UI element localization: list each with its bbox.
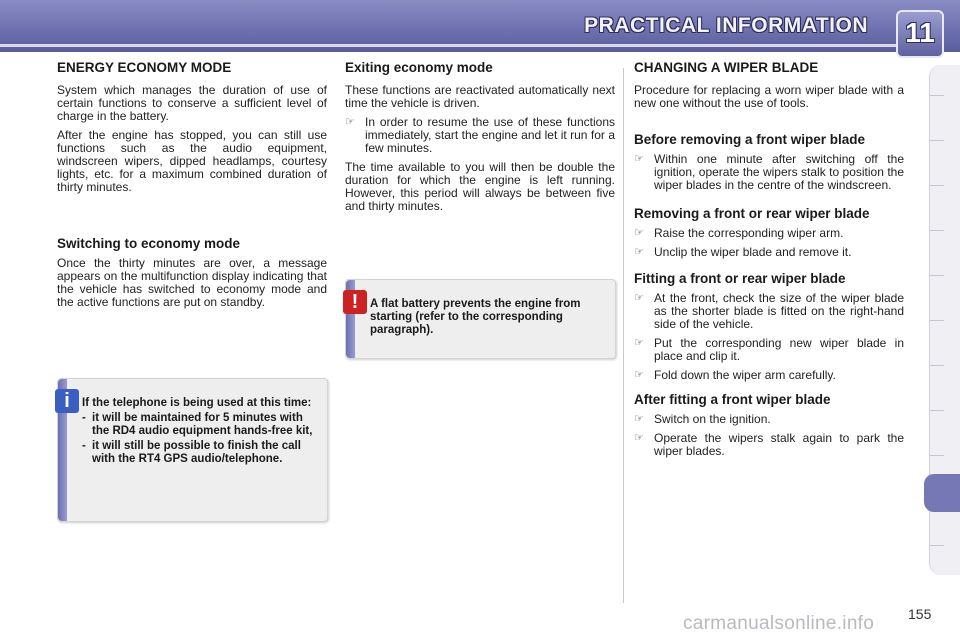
page-title: PRACTICAL INFORMATION (584, 14, 868, 37)
heading-switching-to-economy: Switching to economy mode (57, 236, 241, 251)
rail-tick (930, 185, 944, 186)
info-icon: i (55, 389, 79, 413)
rail-tick (930, 140, 944, 141)
paragraph: System which manages the duration of use of certain functions to conserve a sufficient level of charge in the battery. (57, 83, 327, 123)
warning-icon: ! (343, 290, 367, 314)
column-exiting-economy (345, 60, 615, 219)
column-wiper-blade (634, 60, 904, 464)
rail-tick (930, 320, 944, 321)
page-number: 155 (908, 606, 932, 622)
bullet-item: ☞ In order to resume the use of these functions immediately, start the engine and let it run for a few minutes. (345, 115, 615, 155)
chapter-tab (896, 10, 944, 58)
pointing-hand-icon: ☞ (634, 413, 644, 425)
bullet-item: ☞ At the front, check the size of the wiper blade as the shorter blade is fitted on the right-hand side of the vehicle. (634, 291, 904, 331)
bullet-item: ☞ Switch on the ignition. (634, 412, 771, 426)
column-divider (623, 68, 624, 603)
pointing-hand-icon: ☞ (634, 369, 644, 381)
pointing-hand-icon: ☞ (634, 153, 644, 165)
heading-after-fitting: After fitting a front wiper blade (634, 392, 831, 407)
pointing-hand-icon: ☞ (634, 292, 644, 304)
heading-fitting: Fitting a front or rear wiper blade (634, 271, 846, 286)
rail-tick (930, 410, 944, 411)
paragraph: After the engine has stopped, you can still use functions such as the audio equipment, windscreen wipers, dipped headlamps, courtesy lights, etc. for a maximum combined duration of thirty minutes. (57, 128, 327, 194)
warning-box (345, 279, 616, 359)
bullet-item: ☞ Put the corresponding new wiper blade in place and clip it. (634, 336, 904, 363)
pointing-hand-icon: ☞ (634, 246, 644, 258)
rail-tick (930, 365, 944, 366)
bullet-item: ☞ Unclip the wiper blade and remove it. (634, 245, 852, 259)
watermark: carmanualsonline.info (683, 613, 875, 634)
heading-changing-wiper-blade: CHANGING A WIPER BLADE (634, 60, 819, 75)
rail-tick (930, 545, 944, 546)
heading-exiting-economy-mode: Exiting economy mode (345, 60, 493, 75)
rail-tick (930, 275, 944, 276)
heading-removing: Removing a front or rear wiper blade (634, 206, 870, 221)
rail-tick (930, 230, 944, 231)
info-box (57, 378, 328, 522)
paragraph: Procedure for replacing a worn wiper blade with a new one without the use of tools. (634, 83, 904, 110)
pointing-hand-icon: ☞ (634, 432, 644, 444)
list-item: - it will be maintained for 5 minutes with the RD4 audio equipment hands-free kit, (82, 412, 313, 437)
column-energy-economy (57, 60, 327, 315)
rail-tick (930, 95, 944, 96)
paragraph: These functions are reactivated automatically next time the vehicle is driven. (345, 83, 615, 110)
bullet-item: ☞ Operate the wipers stalk again to park the wiper blades. (634, 431, 904, 458)
pointing-hand-icon: ☞ (345, 116, 355, 128)
heading-energy-economy-mode: ENERGY ECONOMY MODE (57, 60, 232, 75)
bullet-item: ☞ Fold down the wiper arm carefully. (634, 368, 836, 382)
bullet-item: ☞ Within one minute after switching off the ignition, operate the wipers stalk to position the wiper blades in the centre of the windscreen. (634, 152, 904, 192)
info-box-text (82, 397, 322, 466)
active-chapter-marker (924, 474, 960, 512)
heading-before-removing: Before removing a front wiper blade (634, 132, 866, 147)
bullet-item: ☞ Raise the corresponding wiper arm. (634, 226, 844, 240)
info-box-intro: If the telephone is being used at this time: (82, 397, 312, 409)
pointing-hand-icon: ☞ (634, 227, 644, 239)
chapter-number: 11 (905, 17, 935, 48)
paragraph: Once the thirty minutes are over, a message appears on the multifunction display indicating that the vehicle has switched to economy mode and the active functions are put on standby. (57, 256, 327, 309)
paragraph: The time available to you will then be double the duration for which the engine is left running. However, this period will always be between five and thirty minutes. (345, 160, 615, 213)
list-item: - it will still be possible to finish the call with the RT4 GPS audio/telephone. (82, 440, 301, 465)
pointing-hand-icon: ☞ (634, 337, 644, 349)
warning-box-text: A flat battery prevents the engine from starting (refer to the corresponding paragraph). (370, 298, 581, 336)
chapter-header (0, 0, 960, 52)
rail-tick (930, 455, 944, 456)
header-underline (0, 44, 905, 47)
